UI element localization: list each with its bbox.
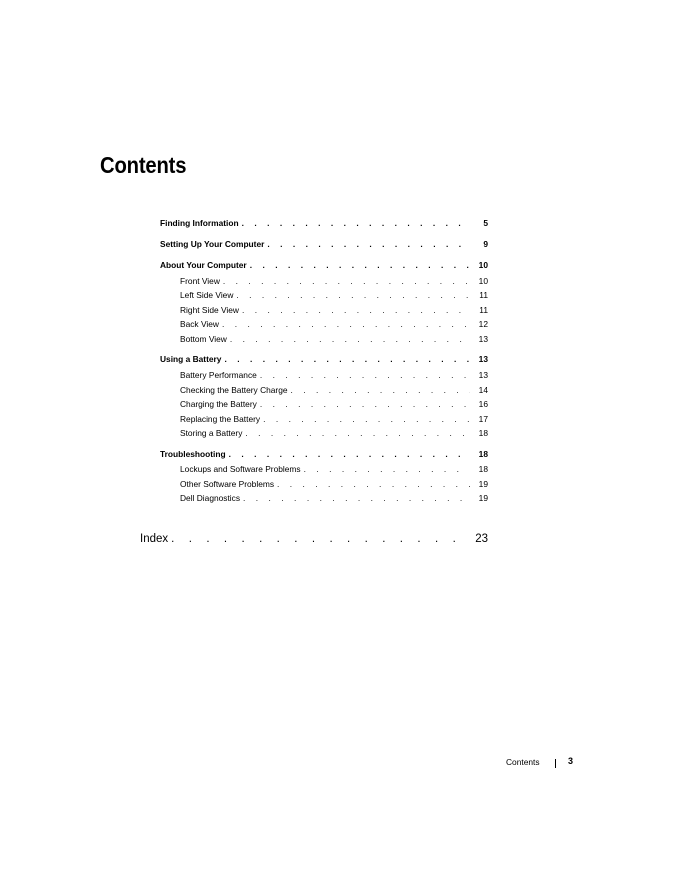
toc-entry-left-side-view[interactable]: [180, 290, 488, 300]
toc-entry-title: Lockups and Software Problems: [180, 464, 301, 474]
dot-leader: [171, 533, 466, 545]
footer-section-label: Contents: [506, 757, 540, 767]
dot-leader: [242, 305, 470, 315]
toc-entry-page: 19: [478, 493, 488, 503]
dot-leader: [242, 218, 470, 228]
toc-entry-about[interactable]: [160, 260, 488, 270]
toc-entry-checking-charge[interactable]: [180, 385, 488, 395]
toc-entry-setting-up[interactable]: [160, 239, 488, 249]
toc-entry-page: 23: [475, 533, 488, 545]
toc-entry-title: Setting Up Your Computer: [160, 239, 265, 249]
toc-entry-page: 9: [483, 239, 488, 249]
toc-entry-page: 13: [478, 334, 488, 344]
dot-leader: [304, 464, 470, 474]
footer-page-number: 3: [568, 756, 574, 766]
toc-entry-page: 5: [483, 218, 488, 228]
toc-entry-title: Using a Battery: [160, 354, 222, 364]
toc-entry-back-view[interactable]: [180, 319, 488, 329]
toc-entry-title: Battery Performance: [180, 370, 257, 380]
toc-entry-index[interactable]: [140, 533, 488, 545]
dot-leader: [230, 334, 470, 344]
toc-entry-title: Charging the Battery: [180, 399, 257, 409]
toc-entry-bottom-view[interactable]: [180, 334, 488, 344]
toc-entry-page: 10: [478, 260, 488, 270]
toc-entry-page: 18: [478, 464, 488, 474]
toc-entry-title: Checking the Battery Charge: [180, 385, 288, 395]
toc-entry-finding-information[interactable]: [160, 218, 488, 228]
dot-leader: [260, 370, 470, 380]
toc-entry-page: 11: [479, 290, 488, 300]
toc-entry-page: 14: [478, 385, 488, 395]
dot-leader: [263, 414, 470, 424]
dot-leader: [224, 354, 470, 364]
toc-entry-page: 13: [478, 370, 488, 380]
footer-divider: [555, 759, 556, 768]
toc-entry-page: 17: [478, 414, 488, 424]
toc-entry-using-battery[interactable]: [160, 354, 488, 364]
dot-leader: [250, 260, 470, 270]
toc-entry-page: 18: [478, 449, 488, 459]
dot-leader: [243, 493, 470, 503]
toc-entry-other-software[interactable]: [180, 479, 488, 489]
toc-entry-replacing[interactable]: [180, 414, 488, 424]
toc-entry-page: 12: [478, 319, 488, 329]
toc-entry-title: Index: [140, 533, 169, 545]
toc-entry-title: Left Side View: [180, 290, 234, 300]
page-title: Contents: [100, 152, 187, 178]
toc-entry-title: Back View: [180, 319, 219, 329]
toc-entry-page: 16: [478, 399, 488, 409]
toc-entry-title: Storing a Battery: [180, 428, 243, 438]
toc-entry-right-side-view[interactable]: [180, 305, 488, 315]
toc-entry-storing[interactable]: [180, 428, 488, 438]
toc-entry-dell-diagnostics[interactable]: [180, 493, 488, 503]
toc-entry-battery-performance[interactable]: [180, 370, 488, 380]
toc-entry-title: Troubleshooting: [160, 449, 226, 459]
dot-leader: [260, 399, 470, 409]
toc-entry-title: About Your Computer: [160, 260, 247, 270]
dot-leader: [277, 479, 470, 489]
toc-entry-title: Finding Information: [160, 218, 239, 228]
dot-leader: [229, 449, 470, 459]
dot-leader: [222, 319, 470, 329]
toc-entry-title: Dell Diagnostics: [180, 493, 241, 503]
dot-leader: [291, 385, 470, 395]
toc-entry-front-view[interactable]: [180, 276, 488, 286]
toc-entry-troubleshooting[interactable]: [160, 449, 488, 459]
toc-entry-page: 10: [478, 276, 488, 286]
toc-entry-page: 18: [478, 428, 488, 438]
toc-entry-title: Replacing the Battery: [180, 414, 261, 424]
dot-leader: [245, 428, 470, 438]
toc-entry-page: 11: [479, 305, 488, 315]
toc-entry-charging[interactable]: [180, 399, 488, 409]
toc-entry-title: Right Side View: [180, 305, 239, 315]
toc-entry-title: Front View: [180, 276, 220, 286]
dot-leader: [223, 276, 470, 286]
toc-entry-page: 13: [478, 354, 488, 364]
dot-leader: [267, 239, 470, 249]
toc-entry-title: Other Software Problems: [180, 479, 275, 489]
toc-entry-lockups[interactable]: [180, 464, 488, 474]
dot-leader: [236, 290, 470, 300]
toc-entry-page: 19: [478, 479, 488, 489]
toc-entry-title: Bottom View: [180, 334, 227, 344]
